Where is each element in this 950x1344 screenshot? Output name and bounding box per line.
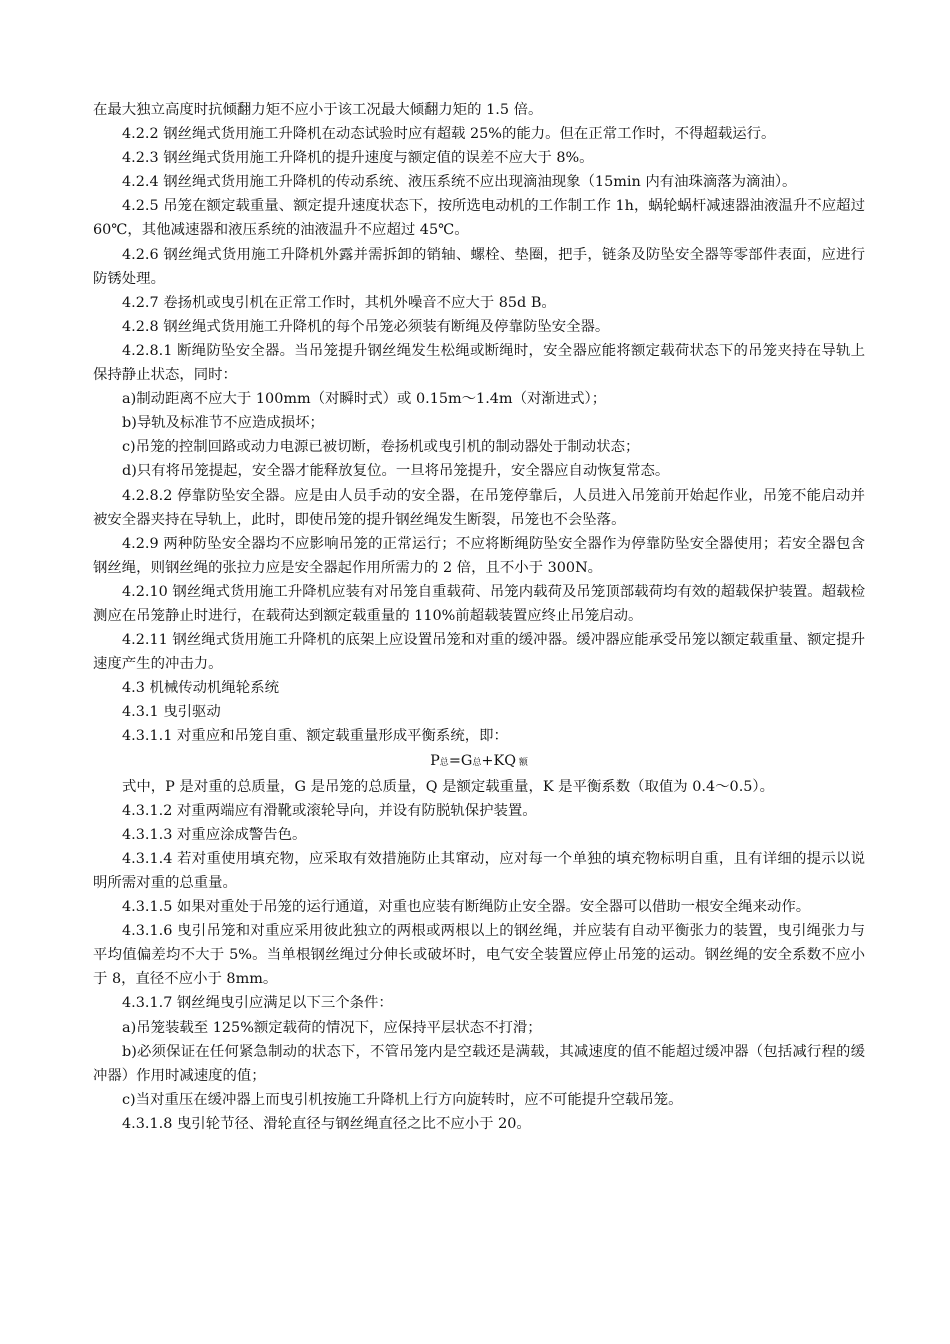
paragraph: 4.2.11 钢丝绳式货用施工升降机的底架上应设置吊笼和对重的缓冲器。缓冲器应能承受吊笼以额定载重量、额定提升速度产生的冲击力。 xyxy=(93,632,865,673)
formula-subscript: 总 xyxy=(439,757,449,768)
paragraph: 4.2.8 钢丝绳式货用施工升降机的每个吊笼必须装有断绳及停靠防坠安全器。 xyxy=(122,318,610,335)
paragraph: 4.2.2 钢丝绳式货用施工升降机在动态试验时应有超载 25%的能力。但在正常工作时，不得超载运行。 xyxy=(122,126,776,143)
paragraph: 4.2.9 两种防坠安全器均不应影响吊笼的正常运行；不应将断绳防坠安全器作为停靠防坠安全器使用；若安全器包含钢丝绳，则钢丝绳的张拉力应是安全器起作用所需力的 2 倍，且不小于 300N。 xyxy=(93,535,865,576)
paragraph: 4.3.1.3 对重应涂成警告色。 xyxy=(122,826,307,843)
paragraph: 式中，P 是对重的总质量，G 是吊笼的总质量，Q 是额定载重量，K 是平衡系数（取值为 0.4～0.5）。 xyxy=(122,778,775,795)
formula-subscript: 总 xyxy=(472,757,482,768)
paragraph: 4.3.1.1 对重应和吊笼自重、额定载重量形成平衡系统，即： xyxy=(122,728,508,745)
paragraph: 4.2.8.2 停靠防坠安全器。应是由人员手动的安全器，在吊笼停靠后，人员进入吊笼前开始起作业，吊笼不能启动并被安全器夹持在导轨上，此时，即使吊笼的提升钢丝绳发生断裂，吊笼也不会坠落。 xyxy=(93,487,865,528)
paragraph: 在最大独立高度时抗倾翻力矩不应小于该工况最大倾翻力矩的 1.5 倍。 xyxy=(93,102,543,118)
list-item: a)吊笼装载至 125%额定载荷的情况下，应保持平层状态不打滑； xyxy=(122,1019,542,1036)
paragraph: 4.3.1.6 曳引吊笼和对重应采用彼此独立的两根或两根以上的钢丝绳，并应装有自动平衡张力的装置，曳引绳张力与平均值偏差均不大于 5%。当单根钢丝绳过分伸长或破坏时，电气安全装置应停止吊笼的运动。钢丝绳的安全系数不应小于 8，直径不应小于 8mm。 xyxy=(93,923,865,988)
paragraph: 4.3.1.8 曳引轮节径、滑轮直径与钢丝绳直径之比不应小于 20。 xyxy=(122,1115,531,1132)
paragraph: 4.3.1.2 对重两端应有滑靴或滚轮导向，并设有防脱轨保护装置。 xyxy=(122,802,537,819)
subsection-heading: 4.3.1 曳引驱动 xyxy=(122,704,221,721)
formula-p: P xyxy=(430,752,440,769)
paragraph: 4.2.4 钢丝绳式货用施工升降机的传动系统、液压系统不应出现滴油现象（15min 内有油珠滴落为滴油）。 xyxy=(122,174,797,191)
paragraph: 4.3.1.7 钢丝绳曳引应满足以下三个条件： xyxy=(122,995,393,1012)
list-item: a)制动距离不应大于 100mm（对瞬时式）或 0.15m～1.4m（对渐进式）； xyxy=(122,391,607,408)
list-item: b)导轨及标准节不应造成损坏； xyxy=(122,415,324,432)
formula-g: =G xyxy=(448,752,473,769)
formula xyxy=(93,749,865,775)
paragraph: 4.2.7 卷扬机或曳引机在正常工作时，其机外噪音不应大于 85d B。 xyxy=(122,294,556,311)
list-item: c)当对重压在缓冲器上而曳引机按施工升降机上行方向旋转时，应不可能提升空载吊笼。 xyxy=(122,1091,683,1108)
paragraph: 4.2.8.1 断绳防坠安全器。当吊笼提升钢丝绳发生松绳或断绳时，安全器应能将额定载荷状态下的吊笼夹持在导轨上保持静止状态，同时： xyxy=(93,342,865,384)
formula-subscript: 额 xyxy=(518,757,528,768)
list-item: c)吊笼的控制回路或动力电源已被切断，卷扬机或曳引机的制动器处于制动状态； xyxy=(122,439,640,456)
list-item: d)只有将吊笼提起，安全器才能释放复位。一旦将吊笼提升，安全器应自动恢复常态。 xyxy=(122,463,670,480)
paragraph: 4.2.3 钢丝绳式货用施工升降机的提升速度与额定值的误差不应大于 8%。 xyxy=(122,150,594,167)
document-page xyxy=(93,98,865,1136)
section-heading: 4.3 机械传动机绳轮系统 xyxy=(122,680,279,697)
paragraph: 4.2.6 钢丝绳式货用施工升降机外露并需拆卸的销轴、螺栓、垫圈，把手，链条及防坠安全器等零部件表面，应进行防锈处理。 xyxy=(93,246,865,287)
formula-kq: +KQ xyxy=(481,752,516,769)
paragraph: 4.3.1.5 如果对重处于吊笼的运行通道，对重也应装有断绳防止安全器。安全器可以借助一根安全绳来动作。 xyxy=(122,899,811,916)
paragraph: 4.3.1.4 若对重使用填充物，应采取有效措施防止其窜动，应对每一个单独的填充物标明自重，且有详细的提示以说明所需对重的总重量。 xyxy=(93,850,865,891)
list-item: b)必须保证在任何紧急制动的状态下，不管吊笼内是空载还是满载，其减速度的值不能超过缓冲器（包括减行程的缓冲器）作用时减速度的值； xyxy=(93,1043,865,1084)
paragraph: 4.2.5 吊笼在额定载重量、额定提升速度状态下，按所选电动机的工作制工作 1h，蜗轮蜗杆减速器油液温升不应超过 60℃，其他减速器和液压系统的油液温升不应超过 45℃。 xyxy=(93,198,865,239)
paragraph: 4.2.10 钢丝绳式货用施工升降机应装有对吊笼自重载荷、吊笼内载荷及吊笼顶部载荷均有效的超载保护装置。超载检测应在吊笼静止时进行，在载荷达到额定载重量的 110%前超载装置应终止吊笼启动。 xyxy=(93,583,865,624)
